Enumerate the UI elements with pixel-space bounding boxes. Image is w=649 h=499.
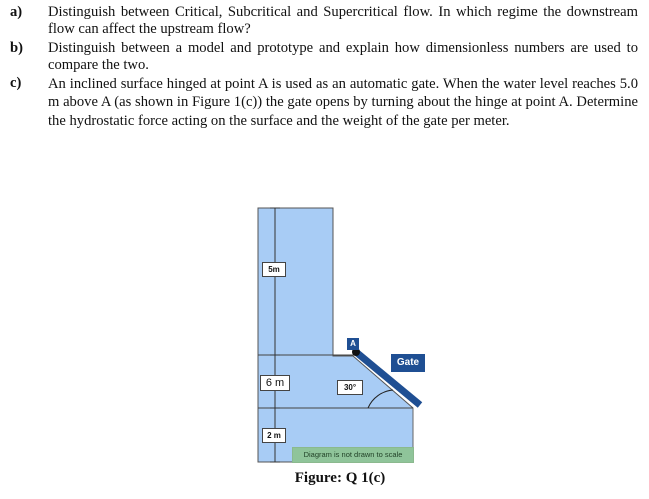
question-c-text: An inclined surface hinged at point A is used as an automatic gate. When the water level reaches 5.0 m above A (as shown in Figure 1(c)) the gate opens by turning about the hinge at point A. Determine the hydrostatic force acting on the surface and the weight of the gate per meter. [48, 76, 638, 129]
question-b-text: Distinguish between a model and prototype and explain how dimensionless numbers are used to compare the two. [48, 40, 638, 73]
figure-caption: Figure: Q 1(c) [294, 470, 386, 486]
water-region [258, 208, 413, 462]
angle-label: 30° [337, 380, 363, 395]
question-a-label: a) [10, 4, 23, 20]
hinge-label: A [347, 338, 359, 350]
question-b-label: b) [10, 40, 23, 56]
question-a-text: Distinguish between Critical, Subcritical and Supercritical flow. In which regime the downstream flow can affect the upstream flow? [48, 4, 638, 37]
scale-note: Diagram is not drawn to scale [292, 447, 414, 463]
dimension-6m-label: 6 m [260, 375, 290, 391]
dimension-5m-label: 5m [262, 262, 286, 277]
gate-label: Gate [391, 354, 425, 372]
question-c-label: c) [10, 75, 22, 91]
dimension-2m-label: 2 m [262, 428, 286, 443]
